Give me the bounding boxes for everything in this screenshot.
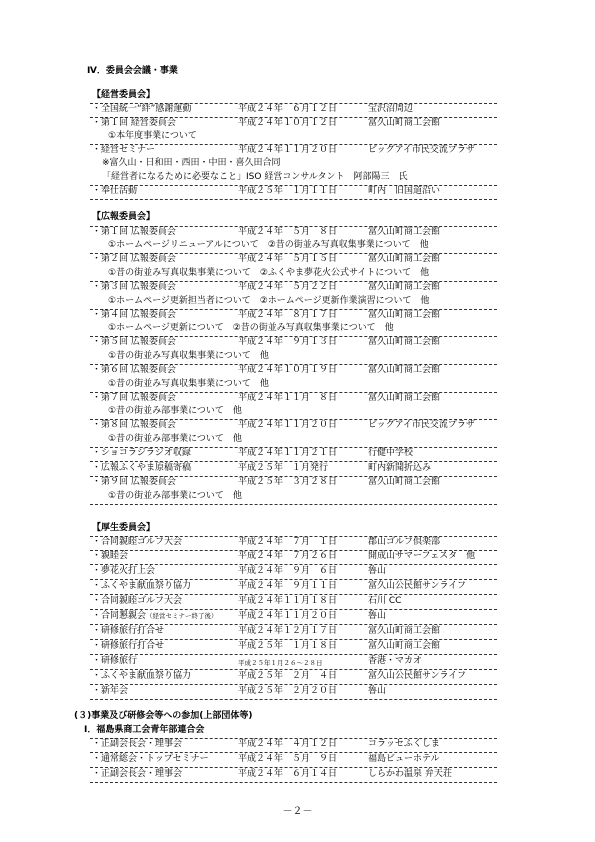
keiei-row-2-date: 平成２４年１０月１２日 [238,118,338,128]
kousei-row-11-date: 平成２５年 ２月２０日 [238,686,338,696]
rule [90,624,497,625]
kousei-row-6-item-note: （経営セミナー終了後） [146,612,218,620]
kouhou-row-10-place: 町内新聞折込み [368,463,432,473]
kouhou-row-3-item: ・第３回 広報委員会 [92,282,176,292]
kousei-row-3-date: 平成２４年 ９月 ６日 [238,566,338,576]
rule [90,684,497,685]
section3-row-3-date: 平成２４年 ６月１４日 [238,769,338,779]
kouhou-row-7-note: ①昔の街並み部事業について 他 [108,406,242,416]
kouhou-row-5-note: ①昔の街並み写真収集事業について 他 [108,351,269,361]
kousei-row-9-item: ・研修旅行 [92,656,138,666]
keiei-row-1-date: 平成２４年 ６月１２日 [238,104,338,114]
rule [90,782,497,783]
kouhou-row-5-date: 平成２４年 ９月１３日 [238,337,338,347]
kousei-row-7-place: 富久山町商工会館 [368,626,441,636]
kousei-row-6-date: 平成２４年１１月２０日 [238,611,338,621]
kousei-row-10-item: ・ふくやま献血祭り協力 [92,671,192,681]
section3-row-1-item: ・正副会長会・理事会 [92,739,183,749]
kouhou-row-5-place: 富久山町商工会館 [368,337,441,347]
kouhou-header: 【広報委員会】 [92,212,156,222]
keiei-row-4-place: 町内 旧国道沿い [368,186,441,196]
kouhou-row-11-note: ①昔の街並み部事業について 他 [108,491,242,501]
kouhou-row-3-date: 平成２４年 ５月２２日 [238,282,338,292]
kouhou-row-2-date: 平成２４年 ５月１５日 [238,254,338,264]
kouhou-row-9-place: 行健中学校 [368,448,414,458]
kouhou-row-9-date: 平成２４年１１月２１日 [238,448,338,458]
kousei-row-1-item: ・合同親睦ゴルフ大会 [92,537,183,547]
rule [90,594,497,595]
section3-row-1-date: 平成２４年 ４月１２日 [238,739,338,749]
section3-row-3-place: しらかわ温泉 弁天荘 [368,769,452,779]
page-number: －２－ [282,806,313,817]
section3-title: (３)事業及び研修会等への参加(上部団体等) [74,711,253,721]
rule [90,504,497,505]
kouhou-row-2-note: ①昔の街並み写真収集事業について ②ふくやま夢花火公式サイトについて 他 [108,268,430,278]
kousei-row-5-item: ・合同親睦ゴルフ大会 [92,596,183,606]
kouhou-row-2-place: 富久山町商工会館 [368,254,441,264]
rule [90,199,497,200]
kouhou-row-7-item: ・第７回 広報委員会 [92,393,176,403]
kousei-row-3-item: ・夢花火打上会 [92,566,156,576]
keiei-row-3-note-2: 「経営者になるために必要なこと」ISO 経営コンサルタント 阿部陽三 氏 [102,172,408,182]
kousei-row-10-place: 富久山公民館サンライフ [368,671,467,681]
section3-row-2-place: 福島ビューホテル [368,754,440,764]
keiei-row-3-date: 平成２４年１１月２０日 [238,145,338,155]
kouhou-row-1-item: ・第１回 広報委員会 [92,227,176,237]
kousei-row-4-place: 富久山公民館サンライフ [368,581,467,591]
kousei-row-8-item: ・研修旅行打合せ [92,641,165,651]
kouhou-row-6-date: 平成２４年１０月１９日 [238,365,338,375]
kouhou-row-2-item: ・第２回 広報委員会 [92,254,176,264]
kouhou-row-8-item: ・第８回 広報委員会 [92,420,176,430]
kousei-row-7-date: 平成２４年１２月１７日 [238,626,338,636]
kouhou-row-6-note: ①昔の街並み写真収集事業について 他 [108,379,269,389]
kouhou-row-6-place: 富久山町商工会館 [368,365,441,375]
rule [90,609,497,610]
kousei-row-8-date: 平成２５年 １月１８日 [238,641,338,651]
section3-row-3-item: ・正副会長会・理事会 [92,769,183,779]
kousei-row-8-place: 富久山町商工会館 [368,641,441,651]
kousei-row-10-date: 平成２５年 ２月 ４日 [238,671,338,681]
rule [90,767,497,768]
keiei-header: 【経営委員会】 [92,90,156,100]
kousei-row-4-date: 平成２４年 ９月１１日 [238,581,338,591]
kouhou-row-1-place: 富久山町商工会館 [368,227,441,237]
section3-row-2-item: ・通常総会・トップセミナー [92,754,209,764]
keiei-row-2-item: ・第１回 経営委員会 [92,118,176,128]
kouhou-row-7-date: 平成２４年１１月 ８日 [238,393,338,403]
kouhou-row-6-item: ・第６回 広報委員会 [92,365,176,375]
kousei-row-5-place: 石川 CC [368,596,402,606]
kouhou-row-11-date: 平成２５年 ３月２８日 [238,477,338,487]
rule [90,752,497,753]
keiei-row-2-place: 富久山町商工会館 [368,118,441,128]
kouhou-row-1-note: ①ホームページリニューアルについて ②昔の街並み写真収集事業について 他 [108,240,429,250]
rule [90,579,497,580]
kousei-row-11-item: ・新年会 [92,686,129,696]
section3-subtitle: Ⅰ．福島県商工会青年部連合会 [84,725,205,735]
kousei-row-7-item: ・研修旅行打合せ [92,626,165,636]
section3-row-2-date: 平成２４年 ５月 ９日 [238,754,338,764]
kousei-row-1-date: 平成２４年 ７月 １日 [238,537,338,547]
rule [90,461,497,462]
kousei-row-6-item [92,611,218,622]
keiei-row-2-note: ①本年度事業について [108,131,197,141]
kouhou-row-11-item: ・第９回 広報委員会 [92,477,176,487]
kouhou-row-10-item: ・広報ふくやま原稿寄稿 [92,463,192,473]
kouhou-row-5-item: ・第５回 広報委員会 [92,337,176,347]
kouhou-row-11-place: 富久山町商工会館 [368,477,441,487]
keiei-row-4-date: 平成２５年 １月１１日 [238,186,338,196]
rule [90,639,497,640]
rule [90,564,497,565]
kousei-row-9-date: 平成２５年１月２６～２８日 [238,659,323,667]
kousei-row-1-place: 郡山ゴルフ倶楽部 [368,537,441,547]
kousei-row-2-place: 開成山サマーフェスタ 他 [368,551,476,561]
kouhou-row-3-note: ①ホームページ更新担当者について ②ホームページ更新作業演習について 他 [108,296,430,306]
kousei-row-2-date: 平成２４年 ７月２６日 [238,551,338,561]
kouhou-row-4-item: ・第４回 広報委員会 [92,310,176,320]
keiei-row-3-item: ・経営セミナー [92,145,156,155]
rule [90,699,497,700]
kouhou-row-10-date: 平成２５年 １月発行 [238,463,329,473]
kouhou-row-8-place: ビッグアイ市民交流プラザ [368,420,475,430]
kouhou-row-9-item: ・ショコラジラジオ収録 [92,448,191,458]
kouhou-row-4-date: 平成２４年 ８月１７日 [238,310,338,320]
section3-row-1-place: コラッセふくしま [368,739,440,749]
section-title: Ⅳ．委員会会議・事業 [87,66,178,76]
rule [90,669,497,670]
kouhou-row-4-place: 富久山町商工会館 [368,310,441,320]
kousei-row-4-item: ・ふくやま献血祭り協力 [92,581,192,591]
rule [90,654,497,655]
kousei-row-11-place: 魯山 [368,686,387,696]
keiei-row-1-item: ・全国統一“絆”感謝運動 [92,104,192,114]
keiei-row-1-place: 宝沢沼周辺 [368,104,414,114]
keiei-row-3-note-1: ※富久山・日和田・西田・中田・喜久田合同 [102,158,281,168]
kouhou-row-3-place: 富久山町商工会館 [368,282,441,292]
kousei-row-2-item: ・親睦会 [92,551,129,561]
kouhou-row-4-note: ①ホームページ更新について ②昔の街並み写真収集事業について 他 [108,323,394,333]
kousei-row-9-place: 香港・マカオ [368,656,423,666]
kousei-row-3-place: 魯山 [368,566,387,576]
kousei-row-5-date: 平成２４年１１月１８日 [238,596,338,606]
kousei-header: 【厚生委員会】 [92,523,156,533]
kousei-row-6-place: 魯山 [368,611,387,621]
kouhou-row-8-note: ①昔の街並み部事業について 他 [108,434,242,444]
keiei-row-3-place: ビッグアイ市民交流プラザ [368,145,475,155]
kouhou-row-7-place: 富久山町商工会館 [368,393,441,403]
kousei-row-6-item-text: ・合同懇親会 [92,611,147,621]
keiei-row-4-item: ・奉仕活動 [92,186,138,196]
kouhou-row-1-date: 平成２４年 ５月 ８日 [238,227,338,237]
kouhou-row-8-date: 平成２４年１１月２０日 [238,420,338,430]
